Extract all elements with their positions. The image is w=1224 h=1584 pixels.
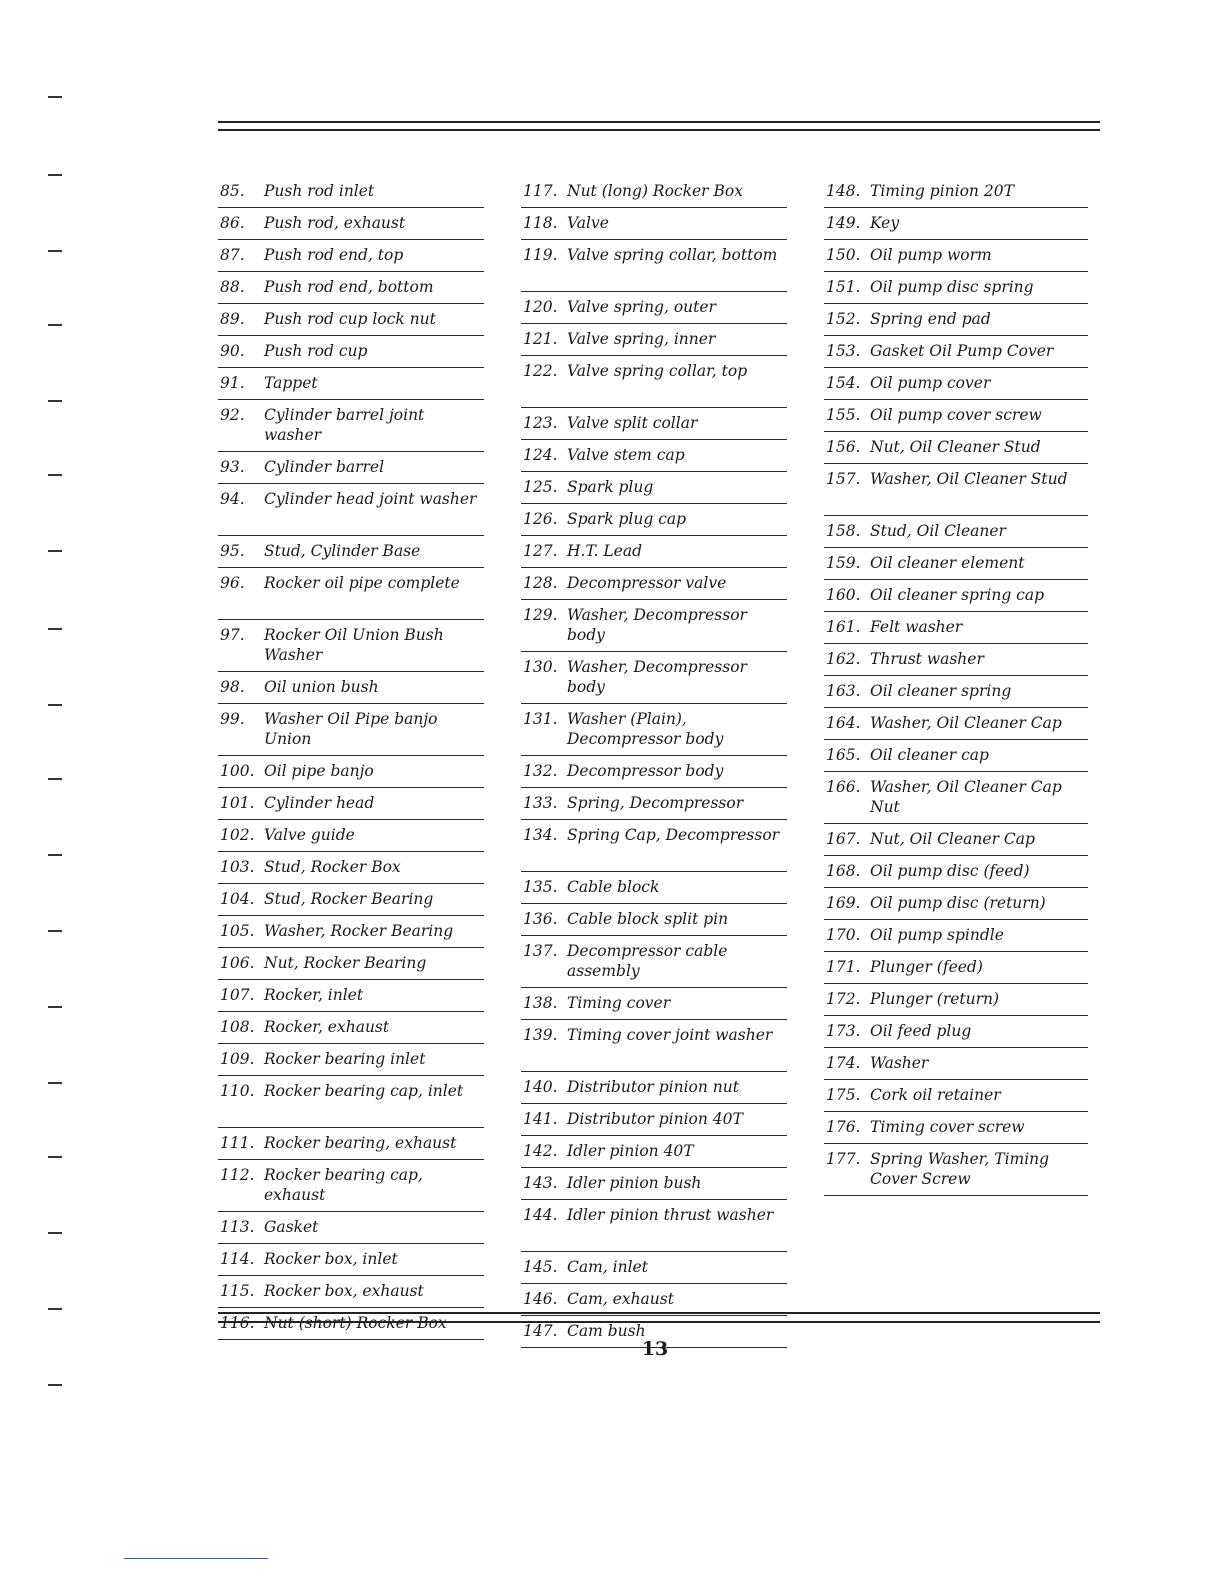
part-name: Valve spring collar, top (567, 362, 748, 380)
part-row (521, 568, 787, 600)
part-name: Cylinder head joint washer (264, 490, 477, 508)
part-name: Distributor pinion 40T (567, 1110, 743, 1128)
part-number: 91. (220, 374, 245, 392)
part-number: 95. (220, 542, 245, 560)
part-number: 104. (220, 890, 255, 908)
part-number: 100. (220, 762, 255, 780)
part-name: Idler pinion 40T (567, 1142, 694, 1160)
part-row (218, 368, 484, 400)
part-name: Spark plug (567, 478, 654, 496)
part-number: 166. (826, 778, 861, 796)
part-row (521, 820, 787, 872)
part-row (218, 536, 484, 568)
part-row (218, 1012, 484, 1044)
part-row (824, 1080, 1088, 1112)
part-name: Rocker oil pipe complete (264, 574, 460, 592)
part-row (521, 440, 787, 472)
part-name: Rocker bearing, exhaust (264, 1134, 457, 1152)
part-row (824, 400, 1088, 432)
part-name: Nut (short) Rocker Box (264, 1314, 447, 1332)
part-row (521, 600, 787, 652)
part-name: Oil pump disc spring (870, 278, 1034, 296)
part-row (218, 980, 484, 1012)
part-row (521, 1136, 787, 1168)
part-number: 169. (826, 894, 861, 912)
part-name: Oil pump disc (return) (870, 894, 1046, 912)
part-name: Spring end pad (870, 310, 991, 328)
part-name: Distributor pinion nut (567, 1078, 739, 1096)
top-rule-inner (218, 129, 1100, 131)
part-row (521, 208, 787, 240)
part-row (824, 1016, 1088, 1048)
part-row (824, 612, 1088, 644)
part-row (218, 208, 484, 240)
part-name: Washer (Plain), Decompressor body (567, 710, 724, 748)
part-number: 165. (826, 746, 861, 764)
part-number: 87. (220, 246, 245, 264)
part-row (824, 888, 1088, 920)
part-number: 137. (523, 942, 558, 960)
part-number: 111. (220, 1134, 255, 1152)
part-number: 109. (220, 1050, 255, 1068)
part-name: Spark plug cap (567, 510, 687, 528)
part-row (521, 1200, 787, 1252)
part-row (218, 756, 484, 788)
part-row (521, 1104, 787, 1136)
part-number: 138. (523, 994, 558, 1012)
part-number: 156. (826, 438, 861, 456)
part-number: 145. (523, 1258, 558, 1276)
part-row (824, 920, 1088, 952)
part-name: Valve stem cap (567, 446, 685, 464)
part-row (824, 580, 1088, 612)
part-row (218, 568, 484, 620)
part-row (218, 620, 484, 672)
part-number: 99. (220, 710, 245, 728)
part-name: Cork oil retainer (870, 1086, 1001, 1104)
part-number: 133. (523, 794, 558, 812)
part-number: 126. (523, 510, 558, 528)
part-name: Decompressor valve (567, 574, 727, 592)
part-name: Oil pump cover (870, 374, 991, 392)
part-name: Push rod end, top (264, 246, 404, 264)
part-name: Washer, Rocker Bearing (264, 922, 454, 940)
part-row (521, 240, 787, 292)
part-number: 167. (826, 830, 861, 848)
part-number: 153. (826, 342, 861, 360)
part-name: Spring, Decompressor (567, 794, 744, 812)
part-number: 132. (523, 762, 558, 780)
part-name: Valve split collar (567, 414, 698, 432)
part-number: 93. (220, 458, 245, 476)
part-name: Oil cleaner spring cap (870, 586, 1045, 604)
part-number: 115. (220, 1282, 255, 1300)
part-row (824, 772, 1088, 824)
part-name: Push rod cup lock nut (264, 310, 436, 328)
part-row (824, 208, 1088, 240)
part-row (521, 788, 787, 820)
part-number: 170. (826, 926, 861, 944)
part-number: 124. (523, 446, 558, 464)
part-name: Cam, exhaust (567, 1290, 674, 1308)
part-row (521, 408, 787, 440)
part-row (824, 176, 1088, 208)
part-name: Oil cleaner element (870, 554, 1025, 572)
part-number: 159. (826, 554, 861, 572)
part-row (824, 1112, 1088, 1144)
part-number: 88. (220, 278, 245, 296)
part-row (218, 916, 484, 948)
part-number: 121. (523, 330, 558, 348)
part-number: 98. (220, 678, 245, 696)
top-rule (218, 121, 1100, 123)
part-row (218, 1076, 484, 1128)
part-number: 177. (826, 1150, 861, 1168)
part-row (521, 756, 787, 788)
part-name: Oil pump disc (feed) (870, 862, 1030, 880)
part-number: 163. (826, 682, 861, 700)
part-number: 147. (523, 1322, 558, 1340)
part-row (521, 872, 787, 904)
part-row (218, 1044, 484, 1076)
part-name: Washer, Decompressor body (567, 606, 747, 644)
part-row (824, 952, 1088, 984)
part-number: 171. (826, 958, 861, 976)
part-name: Stud, Rocker Bearing (264, 890, 434, 908)
part-number: 140. (523, 1078, 558, 1096)
part-name: Gasket Oil Pump Cover (870, 342, 1054, 360)
part-number: 112. (220, 1166, 255, 1184)
part-row (218, 304, 484, 336)
part-row (521, 988, 787, 1020)
part-number: 134. (523, 826, 558, 844)
part-row (824, 740, 1088, 772)
part-row (218, 336, 484, 368)
part-row (521, 536, 787, 568)
part-number: 85. (220, 182, 245, 200)
part-name: Oil pump cover screw (870, 406, 1042, 424)
part-name: Valve spring, outer (567, 298, 716, 316)
part-row (218, 176, 484, 208)
parts-column-1 (218, 176, 484, 1340)
part-name: Spring Washer, Timing Cover Screw (870, 1150, 1050, 1188)
part-number: 155. (826, 406, 861, 424)
part-name: Nut (long) Rocker Box (567, 182, 743, 200)
part-row (218, 1128, 484, 1160)
part-name: Cable block split pin (567, 910, 729, 928)
part-number: 108. (220, 1018, 255, 1036)
part-number: 164. (826, 714, 861, 732)
part-row (218, 400, 484, 452)
part-number: 174. (826, 1054, 861, 1072)
part-name: Oil pump worm (870, 246, 992, 264)
part-row (218, 1276, 484, 1308)
part-number: 110. (220, 1082, 255, 1100)
part-name: Washer Oil Pipe banjo Union (264, 710, 438, 748)
part-name: Cable block (567, 878, 660, 896)
part-number: 97. (220, 626, 245, 644)
part-row (824, 984, 1088, 1016)
part-number: 92. (220, 406, 245, 424)
part-row (824, 464, 1088, 516)
part-number: 175. (826, 1086, 861, 1104)
part-name: Timing cover (567, 994, 671, 1012)
page-number: 13 (641, 1338, 669, 1360)
part-row (824, 432, 1088, 464)
part-row (521, 1252, 787, 1284)
part-number: 144. (523, 1206, 558, 1224)
part-number: 103. (220, 858, 255, 876)
part-name: Rocker bearing cap, exhaust (264, 1166, 423, 1204)
part-name: Rocker box, inlet (264, 1250, 398, 1268)
part-row (824, 1048, 1088, 1080)
part-row (521, 652, 787, 704)
part-row (521, 356, 787, 408)
part-row (521, 324, 787, 356)
part-row (521, 176, 787, 208)
part-name: Idler pinion thrust washer (567, 1206, 774, 1224)
part-name: Rocker bearing cap, inlet (264, 1082, 464, 1100)
part-name: Oil cleaner cap (870, 746, 989, 764)
part-name: Valve guide (264, 826, 355, 844)
part-name: Cam, inlet (567, 1258, 648, 1276)
bottom-rule-inner (218, 1321, 1100, 1323)
part-row (218, 484, 484, 536)
part-name: Rocker box, exhaust (264, 1282, 424, 1300)
part-name: Oil union bush (264, 678, 379, 696)
part-number: 89. (220, 310, 245, 328)
part-name: Stud, Rocker Box (264, 858, 401, 876)
part-row (824, 240, 1088, 272)
part-name: Push rod, exhaust (264, 214, 406, 232)
part-name: Stud, Cylinder Base (264, 542, 421, 560)
part-row (521, 292, 787, 324)
part-name: Washer (870, 1054, 929, 1072)
part-number: 105. (220, 922, 255, 940)
parts-column-2 (521, 176, 787, 1348)
part-number: 120. (523, 298, 558, 316)
part-number: 161. (826, 618, 861, 636)
part-number: 158. (826, 522, 861, 540)
part-row (824, 272, 1088, 304)
part-name: Oil cleaner spring (870, 682, 1012, 700)
part-number: 129. (523, 606, 558, 624)
part-row (521, 904, 787, 936)
part-name: Gasket (264, 1218, 319, 1236)
part-name: Timing cover joint washer (567, 1026, 773, 1044)
part-row (521, 504, 787, 536)
part-row (218, 1244, 484, 1276)
part-number: 127. (523, 542, 558, 560)
part-name: Tappet (264, 374, 318, 392)
part-row (521, 1168, 787, 1200)
part-number: 160. (826, 586, 861, 604)
part-name: Oil pump spindle (870, 926, 1004, 944)
part-name: Spring Cap, Decompressor (567, 826, 780, 844)
part-row (824, 708, 1088, 740)
part-row (521, 1072, 787, 1104)
part-row (824, 368, 1088, 400)
part-number: 131. (523, 710, 558, 728)
part-number: 152. (826, 310, 861, 328)
part-name: Thrust washer (870, 650, 984, 668)
part-name: Rocker, exhaust (264, 1018, 390, 1036)
part-name: Nut, Oil Cleaner Cap (870, 830, 1035, 848)
part-number: 116. (220, 1314, 255, 1332)
part-row (218, 1160, 484, 1212)
part-number: 106. (220, 954, 255, 972)
part-number: 135. (523, 878, 558, 896)
part-number: 122. (523, 362, 558, 380)
part-row (218, 884, 484, 916)
part-row (824, 676, 1088, 708)
part-name: Key (870, 214, 900, 232)
part-number: 149. (826, 214, 861, 232)
part-row (824, 1144, 1088, 1196)
part-number: 142. (523, 1142, 558, 1160)
part-row (218, 704, 484, 756)
part-name: Push rod cup (264, 342, 368, 360)
part-name: Valve spring, inner (567, 330, 716, 348)
part-number: 172. (826, 990, 861, 1008)
part-number: 162. (826, 650, 861, 668)
part-name: Rocker bearing inlet (264, 1050, 426, 1068)
part-name: Valve (567, 214, 609, 232)
part-number: 146. (523, 1290, 558, 1308)
part-name: Oil feed plug (870, 1022, 972, 1040)
part-name: Washer, Oil Cleaner Cap (870, 714, 1062, 732)
part-row (824, 336, 1088, 368)
part-number: 86. (220, 214, 245, 232)
part-number: 102. (220, 826, 255, 844)
part-number: 176. (826, 1118, 861, 1136)
part-name: Valve spring collar, bottom (567, 246, 778, 264)
part-row (218, 672, 484, 704)
part-row (824, 516, 1088, 548)
part-number: 125. (523, 478, 558, 496)
part-name: Felt washer (870, 618, 963, 636)
part-number: 114. (220, 1250, 255, 1268)
part-number: 101. (220, 794, 255, 812)
part-name: Cylinder barrel (264, 458, 385, 476)
part-name: Rocker Oil Union Bush Washer (264, 626, 444, 664)
part-row (218, 452, 484, 484)
part-row (218, 240, 484, 272)
part-name: Decompressor body (567, 762, 724, 780)
part-row (521, 936, 787, 988)
part-number: 143. (523, 1174, 558, 1192)
part-row (824, 856, 1088, 888)
part-name: Cylinder head (264, 794, 375, 812)
part-number: 151. (826, 278, 861, 296)
part-name: Plunger (feed) (870, 958, 983, 976)
part-row (218, 820, 484, 852)
part-number: 119. (523, 246, 558, 264)
bottom-underline-mark (124, 1558, 268, 1559)
part-name: Rocker, inlet (264, 986, 364, 1004)
part-name: H.T. Lead (567, 542, 642, 560)
part-name: Timing pinion 20T (870, 182, 1014, 200)
part-number: 154. (826, 374, 861, 392)
part-number: 117. (523, 182, 558, 200)
part-name: Washer, Oil Cleaner Stud (870, 470, 1068, 488)
part-number: 141. (523, 1110, 558, 1128)
part-row (218, 1212, 484, 1244)
part-row (218, 852, 484, 884)
part-row (218, 948, 484, 980)
part-name: Decompressor cable assembly (567, 942, 728, 980)
part-number: 90. (220, 342, 245, 360)
part-number: 139. (523, 1026, 558, 1044)
part-name: Stud, Oil Cleaner (870, 522, 1006, 540)
part-row (218, 272, 484, 304)
part-number: 128. (523, 574, 558, 592)
part-row (521, 1020, 787, 1072)
part-number: 130. (523, 658, 558, 676)
bottom-rule (218, 1312, 1100, 1314)
part-row (824, 644, 1088, 676)
part-name: Cam bush (567, 1322, 646, 1340)
part-row (824, 548, 1088, 580)
part-name: Push rod end, bottom (264, 278, 434, 296)
part-row (824, 304, 1088, 336)
part-number: 96. (220, 574, 245, 592)
part-name: Washer, Oil Cleaner Cap Nut (870, 778, 1062, 816)
part-name: Cylinder barrel joint washer (264, 406, 425, 444)
part-number: 94. (220, 490, 245, 508)
part-number: 118. (523, 214, 558, 232)
part-name: Washer, Decompressor body (567, 658, 747, 696)
part-name: Idler pinion bush (567, 1174, 702, 1192)
part-name: Push rod inlet (264, 182, 375, 200)
part-number: 123. (523, 414, 558, 432)
part-name: Timing cover screw (870, 1118, 1025, 1136)
part-name: Plunger (return) (870, 990, 1000, 1008)
part-row (824, 824, 1088, 856)
part-number: 148. (826, 182, 861, 200)
part-row (218, 788, 484, 820)
part-number: 173. (826, 1022, 861, 1040)
parts-column-3 (824, 176, 1088, 1196)
part-row (521, 704, 787, 756)
part-number: 168. (826, 862, 861, 880)
part-name: Nut, Rocker Bearing (264, 954, 427, 972)
part-name: Nut, Oil Cleaner Stud (870, 438, 1041, 456)
part-number: 136. (523, 910, 558, 928)
part-name: Oil pipe banjo (264, 762, 374, 780)
part-number: 157. (826, 470, 861, 488)
part-row (521, 472, 787, 504)
part-number: 150. (826, 246, 861, 264)
part-number: 107. (220, 986, 255, 1004)
part-number: 113. (220, 1218, 255, 1236)
